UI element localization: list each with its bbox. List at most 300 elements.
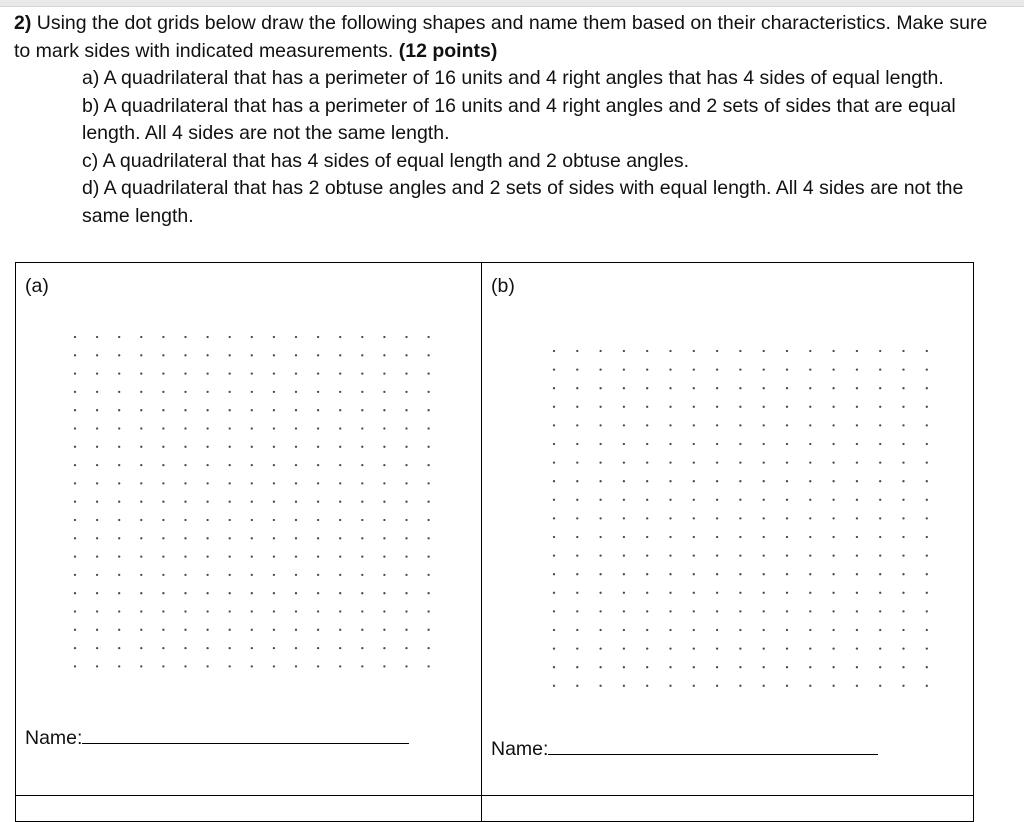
grid-a-dot[interactable] [273,501,275,503]
grid-a-dot[interactable] [162,501,164,503]
grid-a-dot[interactable] [251,354,253,356]
grid-b-dot[interactable] [902,573,904,575]
grid-b-dot[interactable] [716,629,718,631]
grid-a-dot[interactable] [74,391,76,393]
grid-a-dot[interactable] [251,336,253,338]
grid-a-dot[interactable] [251,665,253,667]
grid-b-dot[interactable] [646,536,648,538]
grid-b-dot[interactable] [669,499,671,501]
grid-a-dot[interactable] [74,574,76,576]
grid-b-dot[interactable] [646,350,648,352]
grid-a-dot[interactable] [96,555,98,557]
grid-b-dot[interactable] [926,573,928,575]
grid-a-dot[interactable] [383,446,385,448]
grid-a-dot[interactable] [74,354,76,356]
grid-b-dot[interactable] [646,554,648,556]
grid-b-dot[interactable] [739,666,741,668]
grid-b-dot[interactable] [879,443,881,445]
grid-a-dot[interactable] [427,336,429,338]
grid-b-dot[interactable] [669,647,671,649]
grid-a-dot[interactable] [74,446,76,448]
grid-b-dot[interactable] [879,554,881,556]
grid-b-dot[interactable] [623,461,625,463]
grid-b-dot[interactable] [553,443,555,445]
grid-b-dot[interactable] [739,424,741,426]
grid-a-dot[interactable] [405,537,407,539]
grid-b-dot[interactable] [879,610,881,612]
grid-b-dot[interactable] [879,573,881,575]
grid-b-dot[interactable] [623,610,625,612]
grid-a-dot[interactable] [405,629,407,631]
grid-a-dot[interactable] [162,446,164,448]
grid-b-dot[interactable] [809,573,811,575]
grid-b-dot[interactable] [902,424,904,426]
grid-b-dot[interactable] [669,368,671,370]
grid-a-dot[interactable] [184,336,186,338]
grid-b-dot[interactable] [646,461,648,463]
grid-a-dot[interactable] [74,464,76,466]
grid-b-dot[interactable] [786,480,788,482]
grid-a-dot[interactable] [383,464,385,466]
grid-a-dot[interactable] [339,427,341,429]
grid-b-dot[interactable] [553,350,555,352]
grid-b-dot[interactable] [832,685,834,687]
grid-a-dot[interactable] [383,537,385,539]
grid-a-dot[interactable] [118,665,120,667]
grid-a-dot[interactable] [427,647,429,649]
grid-b-dot[interactable] [879,480,881,482]
grid-a-dot[interactable] [96,427,98,429]
grid-b-dot[interactable] [646,610,648,612]
grid-b-dot[interactable] [926,387,928,389]
grid-b-dot[interactable] [599,387,601,389]
grid-a-dot[interactable] [339,555,341,557]
grid-b-dot[interactable] [832,536,834,538]
grid-b-dot[interactable] [832,629,834,631]
grid-a-dot[interactable] [273,610,275,612]
grid-a-dot[interactable] [118,519,120,521]
grid-b-dot[interactable] [599,666,601,668]
grid-b-dot[interactable] [553,536,555,538]
grid-b-dot[interactable] [856,350,858,352]
grid-a-dot[interactable] [339,372,341,374]
grid-a-dot[interactable] [273,409,275,411]
grid-b-dot[interactable] [669,554,671,556]
grid-a-dot[interactable] [317,610,319,612]
grid-a-dot[interactable] [295,665,297,667]
grid-a-dot[interactable] [118,464,120,466]
grid-a-dot[interactable] [162,409,164,411]
grid-b-dot[interactable] [576,629,578,631]
grid-b-dot[interactable] [623,647,625,649]
grid-a-dot[interactable] [251,592,253,594]
grid-b-dot[interactable] [856,647,858,649]
grid-b-dot[interactable] [926,610,928,612]
grid-b-dot[interactable] [809,629,811,631]
grid-a-dot[interactable] [405,501,407,503]
grid-b-dot[interactable] [599,592,601,594]
grid-b-dot[interactable] [902,368,904,370]
grid-a-dot[interactable] [96,610,98,612]
grid-b-dot[interactable] [623,424,625,426]
grid-b-dot[interactable] [856,461,858,463]
grid-a-dot[interactable] [251,391,253,393]
grid-b-dot[interactable] [739,406,741,408]
grid-b-dot[interactable] [669,666,671,668]
grid-b-dot[interactable] [809,685,811,687]
grid-a-dot[interactable] [383,592,385,594]
grid-a-dot[interactable] [361,336,363,338]
grid-a-dot[interactable] [118,501,120,503]
grid-a-dot[interactable] [339,409,341,411]
grid-a-dot[interactable] [295,391,297,393]
grid-b-dot[interactable] [716,573,718,575]
grid-a-dot[interactable] [317,592,319,594]
grid-a-dot[interactable] [251,446,253,448]
grid-b-dot[interactable] [739,629,741,631]
grid-a-dot[interactable] [317,665,319,667]
grid-b-dot[interactable] [786,387,788,389]
grid-a-dot[interactable] [184,537,186,539]
grid-b-dot[interactable] [786,554,788,556]
grid-b-dot[interactable] [902,480,904,482]
grid-a-dot[interactable] [229,464,231,466]
name-blank-b[interactable] [548,736,878,755]
grid-a-dot[interactable] [140,372,142,374]
grid-a-dot[interactable] [74,537,76,539]
grid-b-dot[interactable] [832,443,834,445]
grid-b-dot[interactable] [669,461,671,463]
grid-b-dot[interactable] [599,350,601,352]
grid-a-dot[interactable] [295,647,297,649]
grid-b-dot[interactable] [716,536,718,538]
grid-a-dot[interactable] [74,372,76,374]
grid-b-dot[interactable] [786,610,788,612]
grid-b-dot[interactable] [786,685,788,687]
grid-b-dot[interactable] [646,629,648,631]
grid-b-dot[interactable] [856,554,858,556]
grid-b-dot[interactable] [693,610,695,612]
grid-a-dot[interactable] [206,354,208,356]
grid-b-dot[interactable] [553,480,555,482]
grid-a-dot[interactable] [184,501,186,503]
grid-a-dot[interactable] [140,555,142,557]
grid-b-dot[interactable] [856,610,858,612]
grid-a-dot[interactable] [96,665,98,667]
grid-b-dot[interactable] [623,666,625,668]
grid-b-dot[interactable] [856,573,858,575]
grid-a-dot[interactable] [96,464,98,466]
grid-b-dot[interactable] [926,554,928,556]
grid-a-dot[interactable] [383,409,385,411]
grid-a-dot[interactable] [427,629,429,631]
grid-b-dot[interactable] [576,499,578,501]
grid-b-dot[interactable] [879,461,881,463]
grid-b-dot[interactable] [669,536,671,538]
grid-a-dot[interactable] [96,574,98,576]
grid-b-dot[interactable] [646,387,648,389]
grid-b-dot[interactable] [926,406,928,408]
grid-b-dot[interactable] [763,592,765,594]
grid-a-dot[interactable] [405,610,407,612]
grid-b-dot[interactable] [576,517,578,519]
grid-a-dot[interactable] [251,537,253,539]
grid-a-dot[interactable] [184,427,186,429]
grid-b-dot[interactable] [879,368,881,370]
grid-a-dot[interactable] [405,482,407,484]
grid-a-dot[interactable] [162,372,164,374]
grid-a-dot[interactable] [317,629,319,631]
grid-a-dot[interactable] [427,464,429,466]
grid-b-dot[interactable] [669,517,671,519]
grid-a-dot[interactable] [74,647,76,649]
grid-b-dot[interactable] [879,629,881,631]
grid-b-dot[interactable] [763,368,765,370]
grid-a-dot[interactable] [339,537,341,539]
grid-b-dot[interactable] [623,499,625,501]
grid-b-dot[interactable] [553,573,555,575]
grid-a-dot[interactable] [427,519,429,521]
grid-b-dot[interactable] [809,499,811,501]
grid-a-dot[interactable] [383,372,385,374]
grid-b-dot[interactable] [576,536,578,538]
grid-b-dot[interactable] [693,406,695,408]
grid-b-dot[interactable] [856,666,858,668]
grid-a-dot[interactable] [317,409,319,411]
grid-b-dot[interactable] [669,629,671,631]
grid-b-dot[interactable] [902,387,904,389]
grid-a-dot[interactable] [295,519,297,521]
grid-a-dot[interactable] [273,574,275,576]
grid-b-dot[interactable] [623,368,625,370]
grid-a-dot[interactable] [361,391,363,393]
grid-b-dot[interactable] [809,554,811,556]
grid-b-dot[interactable] [716,517,718,519]
grid-a-dot[interactable] [317,501,319,503]
grid-a-dot[interactable] [405,574,407,576]
grid-a-dot[interactable] [251,427,253,429]
grid-a-dot[interactable] [383,574,385,576]
grid-a-dot[interactable] [184,446,186,448]
grid-b-dot[interactable] [832,666,834,668]
grid-b-dot[interactable] [856,629,858,631]
grid-b-dot[interactable] [623,406,625,408]
grid-b-dot[interactable] [693,424,695,426]
grid-a-dot[interactable] [140,336,142,338]
grid-a-dot[interactable] [206,482,208,484]
grid-b-dot[interactable] [786,368,788,370]
grid-a-dot[interactable] [383,555,385,557]
grid-a-dot[interactable] [96,446,98,448]
grid-b-dot[interactable] [809,461,811,463]
grid-a-dot[interactable] [427,555,429,557]
grid-a-dot[interactable] [96,372,98,374]
grid-b-dot[interactable] [576,592,578,594]
grid-b-dot[interactable] [763,406,765,408]
grid-b-dot[interactable] [576,350,578,352]
grid-a-dot[interactable] [206,592,208,594]
grid-a-dot[interactable] [184,665,186,667]
grid-a-dot[interactable] [162,629,164,631]
grid-a-dot[interactable] [361,574,363,576]
grid-a-dot[interactable] [74,610,76,612]
grid-a-dot[interactable] [229,647,231,649]
grid-a-dot[interactable] [405,665,407,667]
grid-a-dot[interactable] [206,519,208,521]
grid-b-dot[interactable] [856,387,858,389]
grid-a-dot[interactable] [339,574,341,576]
grid-b-dot[interactable] [599,610,601,612]
grid-b-dot[interactable] [646,573,648,575]
grid-a-dot[interactable] [162,537,164,539]
grid-a-dot[interactable] [229,519,231,521]
grid-a-dot[interactable] [96,354,98,356]
grid-a-dot[interactable] [162,519,164,521]
grid-a-dot[interactable] [96,629,98,631]
grid-a-dot[interactable] [184,519,186,521]
grid-a-dot[interactable] [317,464,319,466]
grid-b-dot[interactable] [739,536,741,538]
grid-b-dot[interactable] [902,536,904,538]
grid-b-dot[interactable] [693,480,695,482]
grid-b-dot[interactable] [902,629,904,631]
grid-b-dot[interactable] [809,387,811,389]
grid-a-dot[interactable] [140,519,142,521]
grid-a-dot[interactable] [295,610,297,612]
grid-a-dot[interactable] [140,537,142,539]
grid-a-dot[interactable] [361,665,363,667]
grid-b-dot[interactable] [599,480,601,482]
grid-a-dot[interactable] [251,555,253,557]
grid-b-dot[interactable] [786,424,788,426]
grid-a-dot[interactable] [184,391,186,393]
grid-b-dot[interactable] [879,536,881,538]
grid-a-dot[interactable] [140,464,142,466]
grid-a-dot[interactable] [206,372,208,374]
grid-b-dot[interactable] [786,350,788,352]
grid-a-dot[interactable] [140,391,142,393]
grid-b-dot[interactable] [926,517,928,519]
dot-grid-b[interactable] [552,349,932,689]
grid-b-dot[interactable] [809,480,811,482]
grid-a-dot[interactable] [140,354,142,356]
grid-b-dot[interactable] [856,499,858,501]
grid-b-dot[interactable] [646,685,648,687]
grid-a-dot[interactable] [206,537,208,539]
grid-a-dot[interactable] [206,501,208,503]
grid-a-dot[interactable] [295,464,297,466]
grid-b-dot[interactable] [553,368,555,370]
grid-b-dot[interactable] [856,406,858,408]
grid-a-dot[interactable] [361,482,363,484]
grid-a-dot[interactable] [273,354,275,356]
grid-a-dot[interactable] [118,647,120,649]
grid-b-dot[interactable] [693,592,695,594]
grid-a-dot[interactable] [405,427,407,429]
grid-b-dot[interactable] [879,406,881,408]
grid-b-dot[interactable] [879,517,881,519]
grid-a-dot[interactable] [273,519,275,521]
grid-a-dot[interactable] [427,574,429,576]
grid-a-dot[interactable] [361,372,363,374]
grid-b-dot[interactable] [716,350,718,352]
grid-b-dot[interactable] [786,629,788,631]
grid-a-dot[interactable] [206,391,208,393]
grid-a-dot[interactable] [405,446,407,448]
grid-b-dot[interactable] [716,424,718,426]
grid-a-dot[interactable] [295,336,297,338]
grid-b-dot[interactable] [693,685,695,687]
grid-a-dot[interactable] [162,592,164,594]
grid-b-dot[interactable] [669,480,671,482]
grid-b-dot[interactable] [576,647,578,649]
grid-b-dot[interactable] [832,573,834,575]
grid-a-dot[interactable] [427,610,429,612]
grid-b-dot[interactable] [553,499,555,501]
grid-b-dot[interactable] [553,610,555,612]
grid-a-dot[interactable] [206,574,208,576]
grid-a-dot[interactable] [339,446,341,448]
grid-b-dot[interactable] [553,647,555,649]
grid-b-dot[interactable] [693,554,695,556]
grid-a-dot[interactable] [206,610,208,612]
grid-b-dot[interactable] [786,666,788,668]
grid-a-dot[interactable] [317,446,319,448]
grid-b-dot[interactable] [879,350,881,352]
grid-a-dot[interactable] [251,647,253,649]
grid-a-dot[interactable] [96,592,98,594]
grid-b-dot[interactable] [809,610,811,612]
grid-a-dot[interactable] [295,354,297,356]
grid-a-dot[interactable] [273,372,275,374]
grid-b-dot[interactable] [623,629,625,631]
grid-a-dot[interactable] [118,427,120,429]
grid-a-dot[interactable] [118,446,120,448]
grid-b-dot[interactable] [693,666,695,668]
grid-a-dot[interactable] [383,647,385,649]
grid-a-dot[interactable] [273,446,275,448]
grid-a-dot[interactable] [317,427,319,429]
grid-b-dot[interactable] [739,368,741,370]
grid-a-dot[interactable] [229,501,231,503]
grid-a-dot[interactable] [251,574,253,576]
grid-a-dot[interactable] [251,482,253,484]
grid-b-dot[interactable] [763,424,765,426]
grid-a-dot[interactable] [118,354,120,356]
grid-a-dot[interactable] [273,629,275,631]
name-blank-a[interactable] [82,725,409,744]
grid-b-dot[interactable] [809,536,811,538]
grid-b-dot[interactable] [763,387,765,389]
grid-b-dot[interactable] [576,554,578,556]
grid-b-dot[interactable] [646,666,648,668]
grid-a-dot[interactable] [162,336,164,338]
grid-a-dot[interactable] [184,464,186,466]
grid-b-dot[interactable] [599,443,601,445]
grid-b-dot[interactable] [669,350,671,352]
grid-b-dot[interactable] [879,666,881,668]
grid-b-dot[interactable] [599,406,601,408]
grid-a-dot[interactable] [427,372,429,374]
grid-b-dot[interactable] [693,443,695,445]
grid-a-dot[interactable] [206,446,208,448]
grid-b-dot[interactable] [832,554,834,556]
grid-a-dot[interactable] [427,501,429,503]
grid-a-dot[interactable] [339,647,341,649]
grid-b-dot[interactable] [623,592,625,594]
grid-a-dot[interactable] [206,427,208,429]
grid-a-dot[interactable] [405,409,407,411]
